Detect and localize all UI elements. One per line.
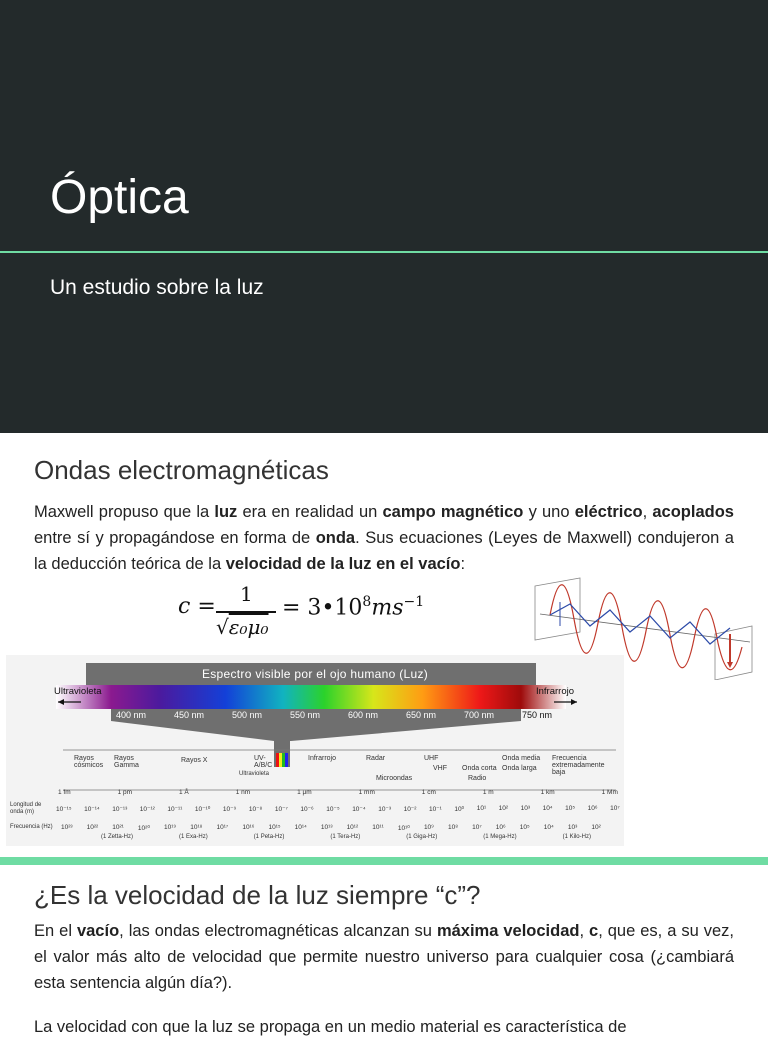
band-label: Onda media xyxy=(502,755,541,762)
band-label: Rayos cósmicos xyxy=(74,755,104,769)
wavelength-exponent: 10⁻¹² xyxy=(139,806,155,813)
wavelength-exponent: 10⁻³ xyxy=(378,806,392,813)
band-label: Radio xyxy=(468,775,487,782)
band-label: Rayos Gamma xyxy=(114,755,139,769)
band-label: Onda larga xyxy=(502,765,537,772)
frequency-exponent: 10⁶ xyxy=(495,824,506,831)
frequency-unit: (1 Mega-Hz) xyxy=(483,834,517,840)
formula-lhs: c = xyxy=(178,594,216,619)
nm-tick-row xyxy=(116,710,576,720)
nm-tick: 700 nm xyxy=(464,710,495,720)
body-text: : xyxy=(460,555,466,573)
frequency-exponent: 10¹⁴ xyxy=(294,824,307,831)
band-label: Onda corta xyxy=(462,765,497,772)
band-label: UHF xyxy=(424,755,439,762)
frequency-unit: (1 Kilo-Hz) xyxy=(562,834,591,840)
title-divider xyxy=(0,251,768,253)
emphasis-text: velocidad de la luz en el vacío xyxy=(225,555,461,573)
wavelength-exponent: 10⁷ xyxy=(610,805,620,812)
frequency-exponent: 10¹⁵ xyxy=(268,824,281,831)
length-unit: 1 Mm xyxy=(601,789,618,796)
wavelength-exponent: 10⁻⁷ xyxy=(274,806,288,813)
frequency-unit: (1 Giga-Hz) xyxy=(406,834,438,840)
emphasis-text: vacío xyxy=(76,922,120,940)
wavelength-exponent-row xyxy=(56,805,620,813)
title-slide xyxy=(0,0,768,433)
paragraph-velocidad xyxy=(34,918,734,996)
frequency-row-label: Frecuencia (Hz) xyxy=(10,824,53,830)
band-label: Rayos X xyxy=(181,757,208,764)
wavelength-exponent: 10⁻⁴ xyxy=(352,806,366,813)
length-units-row xyxy=(58,789,618,796)
length-unit: 1 μm xyxy=(297,789,312,796)
speed-of-light-formula xyxy=(178,582,428,642)
band-label: Ultravioleta xyxy=(239,771,270,777)
frequency-exponent: 10¹⁹ xyxy=(164,824,177,831)
section-heading-ondas: Ondas electromagnéticas xyxy=(34,455,329,485)
wavelength-exponent: 10⁻⁹ xyxy=(222,806,237,813)
frequency-exponent: 10² xyxy=(591,824,601,831)
formula-numerator: 1 xyxy=(240,582,253,606)
frequency-exponent: 10¹⁷ xyxy=(216,824,229,831)
wavelength-exponent: 10⁻¹³ xyxy=(112,806,128,813)
body-text: entre sí y propagándose en forma de xyxy=(34,529,316,547)
length-unit: 1 fm xyxy=(58,789,71,796)
electromagnetic-spectrum-diagram xyxy=(6,655,624,846)
wavelength-exponent: 10⁴ xyxy=(542,805,553,812)
wavelength-exponent: 10² xyxy=(498,805,509,812)
wavelength-exponent: 10⁶ xyxy=(587,805,598,812)
nm-tick: 450 nm xyxy=(174,710,205,720)
wavelength-exponent: 10⁰ xyxy=(454,806,465,813)
frequency-exponent: 10²⁰ xyxy=(137,825,150,832)
emphasis-text: eléctrico xyxy=(574,503,643,521)
frequency-exponent: 10¹³ xyxy=(320,824,333,831)
frequency-unit: (1 Exa-Hz) xyxy=(179,834,208,840)
frequency-exponent: 10¹¹ xyxy=(372,824,384,831)
formula-rhs: = $3•10^8ms^{-1}$ xyxy=(282,594,425,621)
frequency-exponent: 10⁵ xyxy=(519,824,530,831)
wavelength-exponent: 10⁻⁸ xyxy=(248,806,263,813)
frequency-unit: (1 Peta-Hz) xyxy=(253,834,285,840)
frequency-unit: (1 Tera-Hz) xyxy=(330,834,361,840)
length-unit: 1 km xyxy=(540,789,555,796)
nm-tick: 400 nm xyxy=(116,710,147,720)
wavelength-exponent: 10⁻² xyxy=(403,806,417,813)
wavelength-exponent: 10⁵ xyxy=(565,805,576,812)
wavelength-exponent: 10¹ xyxy=(476,805,487,812)
emphasis-text: c xyxy=(589,922,599,940)
length-unit: 1 Å xyxy=(178,789,189,796)
band-label: VHF xyxy=(433,765,447,772)
nm-tick: 550 nm xyxy=(290,710,321,720)
spectrum-ir-label: Infrarrojo xyxy=(536,686,575,697)
nm-tick: 750 nm xyxy=(522,710,553,720)
frequency-unit: (1 Zetta-Hz) xyxy=(101,834,134,840)
band-label: Infrarrojo xyxy=(308,755,337,762)
body-text: , las ondas electromagnéticas alcanzan su xyxy=(119,922,437,940)
emphasis-text: onda xyxy=(315,529,356,547)
wavelength-exponent: 10⁻⁵ xyxy=(326,806,340,813)
emphasis-text: máxima velocidad xyxy=(436,922,580,940)
length-unit: 1 mm xyxy=(358,789,375,796)
body-text: y uno xyxy=(523,503,575,521)
band-label: Radar xyxy=(366,755,386,762)
band-label: Microondas xyxy=(376,775,413,782)
frequency-exponent: 10¹⁸ xyxy=(190,824,203,831)
body-text: , xyxy=(579,922,590,940)
slide-title: Óptica xyxy=(50,171,189,224)
body-text: , que es, a su vez, el valor más alto de velocidad que permite nuestro universo para cualquier cosa (¿cambiará esta sentencia algún día?). xyxy=(34,922,734,992)
frequency-exponent: 10³ xyxy=(567,824,578,831)
frequency-exponent-row xyxy=(61,824,601,832)
frequency-units-row xyxy=(101,834,591,840)
emphasis-text: campo magnético xyxy=(382,503,524,521)
wavelength-exponent: 10³ xyxy=(520,805,531,812)
nm-tick: 500 nm xyxy=(232,710,263,720)
frequency-exponent: 10¹² xyxy=(346,824,359,831)
emphasis-text: luz xyxy=(214,503,238,521)
slide-separator xyxy=(0,857,768,865)
paragraph-medio: La velocidad con que la luz se propaga en un medio material es característica de xyxy=(34,1018,627,1036)
frequency-exponent: 10⁹ xyxy=(423,824,434,831)
wavelength-exponent: 10⁻¹⁵ xyxy=(56,806,72,813)
wavelength-exponent: 10⁻¹ xyxy=(428,806,442,813)
body-text: En el xyxy=(34,922,77,940)
frequency-exponent: 10⁷ xyxy=(472,824,482,831)
frequency-exponent: 10²³ xyxy=(61,824,73,831)
band-label: UV-A/B/C xyxy=(254,755,273,769)
frequency-exponent: 10¹⁶ xyxy=(242,824,255,831)
section-heading-velocidad: ¿Es la velocidad de la luz siempre “c”? xyxy=(34,880,481,910)
length-unit: 1 pm xyxy=(117,789,133,796)
spectrum-uv-label: Ultravioleta xyxy=(54,686,102,697)
emphasis-text: acoplados xyxy=(652,503,734,521)
paragraph-maxwell xyxy=(34,499,734,577)
frequency-exponent: 10²² xyxy=(86,824,99,831)
length-unit: 1 cm xyxy=(421,789,436,796)
nm-tick: 650 nm xyxy=(406,710,437,720)
wavelength-exponent: 10⁻¹⁴ xyxy=(84,806,100,813)
formula-sqrt: √ε₀μ₀ xyxy=(216,615,269,639)
frequency-exponent: 10⁴ xyxy=(543,824,554,831)
frequency-exponent: 10²¹ xyxy=(112,824,124,831)
body-text: era en realidad un xyxy=(237,503,383,521)
slide-subtitle: Un estudio sobre la luz xyxy=(50,276,264,299)
wavelength-exponent: 10⁻¹¹ xyxy=(167,806,183,813)
wavelength-row-label: Longitud de onda (m) xyxy=(10,802,42,815)
body-text: , xyxy=(642,503,653,521)
spectrum-title: Espectro visible por el ojo humano (Luz) xyxy=(201,667,429,681)
wavelength-exponent: 10⁻¹⁰ xyxy=(194,806,211,813)
fraction-bar xyxy=(216,611,276,613)
body-text: . Sus ecuaciones (Leyes de Maxwell) condujeron a la deducción teórica de la xyxy=(34,529,734,573)
nm-tick: 600 nm xyxy=(348,710,379,720)
body-text: Maxwell propuso que la xyxy=(34,503,215,521)
length-unit: 1 m xyxy=(482,789,494,796)
frequency-exponent: 10¹⁰ xyxy=(397,825,410,832)
band-label: Frecuencia extremadamente baja xyxy=(552,755,605,776)
length-unit: 1 nm xyxy=(235,789,251,796)
frequency-exponent: 10⁸ xyxy=(448,824,459,831)
wavelength-exponent: 10⁻⁶ xyxy=(300,806,314,813)
